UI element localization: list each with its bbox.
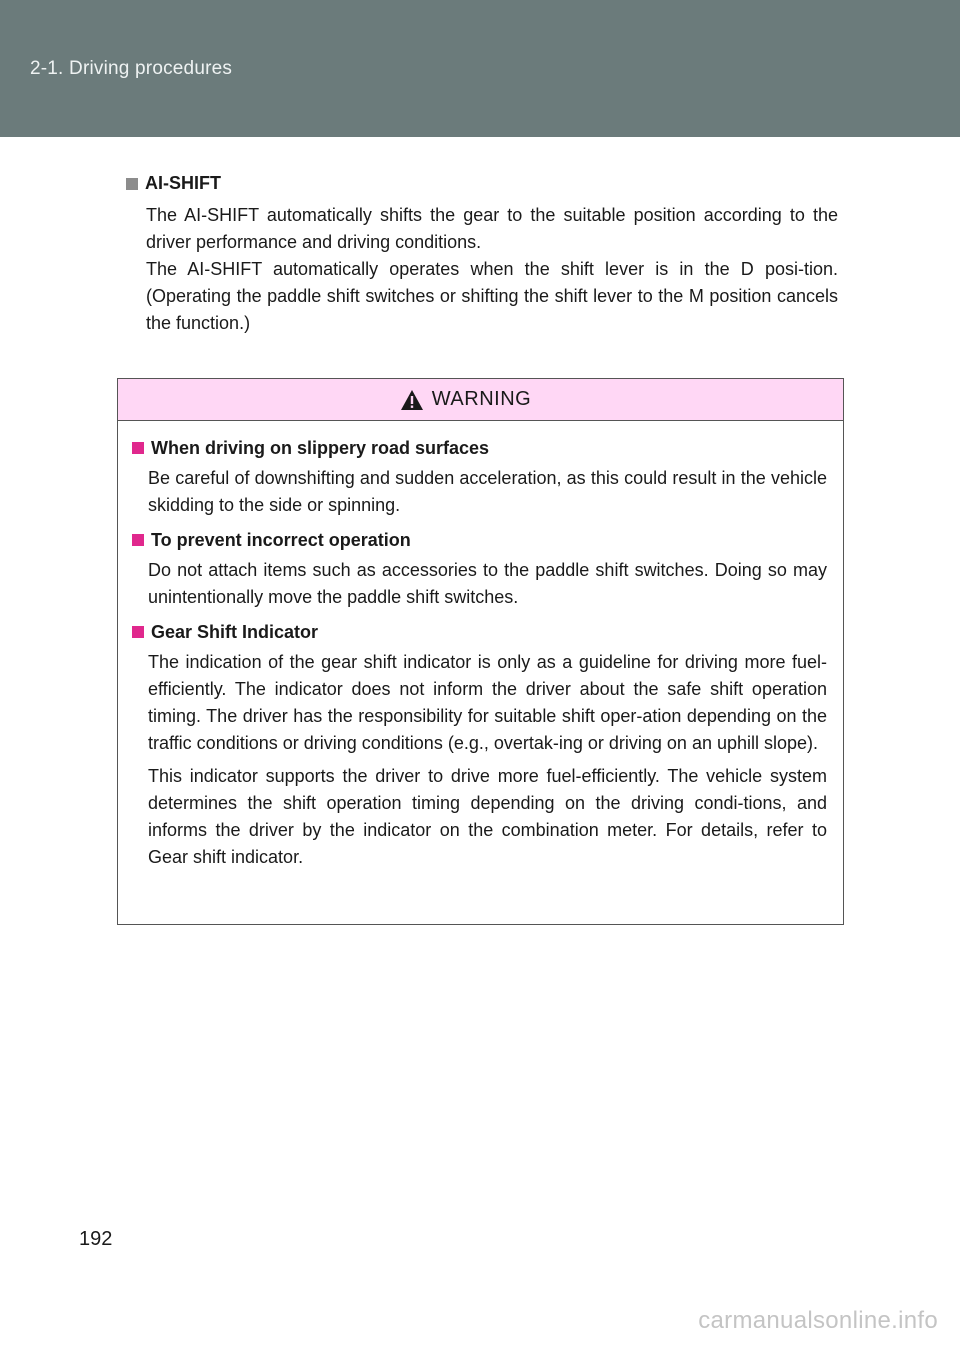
warning-item-heading	[132, 619, 827, 645]
warning-item-heading-text: When driving on slippery road surfaces	[151, 438, 490, 458]
warning-item-paragraph: This indicator supports the driver to drive more fuel-efficiently. The vehicle system determines the shift operation timing depending on the driving condi-tions, and informs the driver by the indicator on the combination meter. For details, refer to Gear shift indicator.	[148, 766, 827, 867]
warning-item-heading-text: To prevent incorrect operation	[151, 530, 411, 550]
warning-title: WARNING	[431, 388, 532, 410]
warning-body	[118, 421, 843, 871]
warning-item	[132, 619, 827, 871]
square-bullet-icon	[132, 626, 144, 638]
warning-item	[132, 435, 827, 519]
warning-item-heading	[132, 435, 827, 461]
section-paragraph: The AI-SHIFT automatically operates when the shift lever is in the D posi-tion. (Operating the paddle shift switches or shifting the shift lever to the M position cancels the function.)	[146, 259, 838, 333]
header-band	[0, 0, 960, 137]
warning-header	[118, 379, 843, 421]
warning-item-heading-text: Gear Shift Indicator	[151, 622, 319, 642]
warning-item-paragraph: The indication of the gear shift indicator is only as a guideline for driving more fuel-efficiently. The indicator does not inform the driver about the safe shift operation timing. The driver has the responsibility for suitable shift oper-ation depending on the traffic conditions or driving conditions (e.g., overtak-ing or driving on an uphill slope).	[148, 652, 827, 753]
warning-item-paragraph: Do not attach items such as accessories to the paddle shift switches. Doing so may unintentionally move the paddle shift switches.	[148, 560, 827, 607]
square-bullet-icon	[132, 442, 144, 454]
warning-item-paragraph: Be careful of downshifting and sudden acceleration, as this could result in the vehicle skidding to the side or spinning.	[148, 468, 827, 515]
watermark: carmanualsonline.info	[698, 1307, 938, 1334]
warning-box	[117, 378, 844, 925]
warning-triangle-icon	[400, 389, 424, 411]
section-heading-text: AI-SHIFT	[145, 173, 221, 193]
section-heading	[126, 173, 838, 194]
section-paragraph: The AI-SHIFT automatically shifts the gear to the suitable position according to the driver performance and driving conditions.	[146, 205, 838, 252]
warning-item-heading	[132, 527, 827, 553]
square-bullet-icon	[126, 178, 138, 190]
chapter-title: 2-1. Driving procedures	[30, 58, 233, 79]
page-number: 192	[79, 1228, 113, 1250]
square-bullet-icon	[132, 534, 144, 546]
warning-item	[132, 527, 827, 611]
ai-shift-section	[126, 173, 838, 337]
